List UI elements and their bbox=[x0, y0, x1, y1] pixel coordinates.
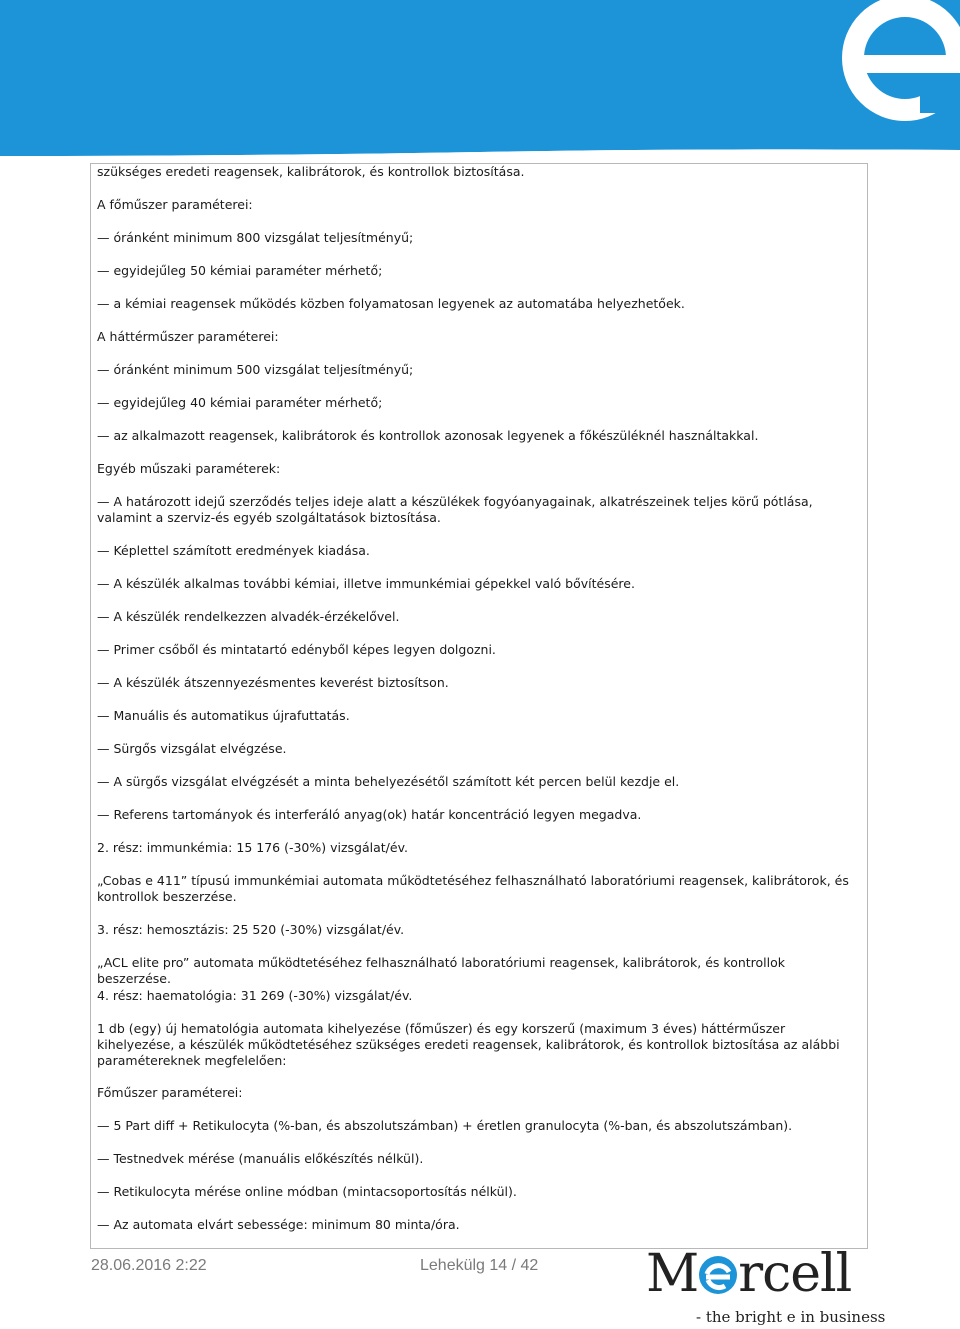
paragraph: A háttérműszer paraméterei: bbox=[97, 329, 279, 344]
paragraph: 4. rész: haematológia: 31 269 (-30%) vizsgálat/év. bbox=[97, 988, 413, 1003]
page-frame-right bbox=[867, 163, 868, 1248]
marcell-logo bbox=[640, 1244, 886, 1329]
footer-page-number: Lehekülg 14 / 42 bbox=[420, 1257, 539, 1274]
bullet-item: — óránként minimum 800 vizsgálat teljesítményű; bbox=[97, 230, 859, 246]
paragraph: A főműszer paraméterei: bbox=[97, 197, 253, 212]
bullet-item: — Sürgős vizsgálat elvégzése. bbox=[97, 741, 859, 757]
bullet-item: — óránként minimum 500 vizsgálat teljesítményű; bbox=[97, 362, 859, 378]
bullet-item: — A készülék átszennyezésmentes keverést biztosítson. bbox=[97, 675, 859, 691]
bullet-item: — A határozott idejű szerződés teljes ideje alatt a készülékek fogyóanyagainak, alkatrészeinek teljes körű pótlása, valamint a szerviz-és egyéb szolgáltatások biztosítása. bbox=[97, 494, 859, 526]
paragraph: 3. rész: hemosztázis: 25 520 (-30%) vizsgálat/év. bbox=[97, 922, 405, 937]
header-banner-graphic bbox=[0, 0, 960, 160]
paragraph: 2. rész: immunkémia: 15 176 (-30%) vizsgálat/év. bbox=[97, 840, 408, 855]
paragraph: Főműszer paraméterei: bbox=[97, 1085, 243, 1100]
bullet-item: — A készülék alkalmas további kémiai, illetve immunkémiai gépekkel való bővítésére. bbox=[97, 576, 859, 592]
bullet-item: — A sürgős vizsgálat elvégzését a minta behelyezésétől számított két percen belül kezdje el. bbox=[97, 774, 859, 790]
logo-prefix: M bbox=[646, 1244, 699, 1304]
bullet-item: — 5 Part diff + Retikulocyta (%-ban, és abszolutszámban) + éretlen granulocyta (%-ban, és abszolutszámban). bbox=[97, 1118, 859, 1134]
footer-date: 28.06.2016 2:22 bbox=[91, 1257, 207, 1274]
bullet-item: — Primer csőből és mintatartó edényből képes legyen dolgozni. bbox=[97, 642, 859, 658]
header-banner bbox=[0, 0, 960, 160]
bullet-item: — a kémiai reagensek működés közben folyamatosan legyenek az automatába helyezhetőek. bbox=[97, 296, 859, 312]
logo-suffix: rcell bbox=[738, 1244, 852, 1304]
bullet-item: — Az automata elvárt sebessége: minimum 80 minta/óra. bbox=[97, 1217, 859, 1233]
logo-wordmark bbox=[646, 1244, 851, 1304]
bullet-item: — Testnedvek mérése (manuális előkészítés nélkül). bbox=[97, 1151, 859, 1167]
bullet-item: — Képlettel számított eredmények kiadása. bbox=[97, 543, 859, 559]
paragraph: szükséges eredeti reagensek, kalibrátorok, és kontrollok biztosítása. bbox=[97, 164, 525, 179]
paragraph: Egyéb műszaki paraméterek: bbox=[97, 461, 281, 476]
paragraph: 1 db (egy) új hematológia automata kihelyezése (főműszer) és egy korszerű (maximum 3 éves) háttérműszer kihelyezése, a készülék működtetéséhez szükséges eredeti reagensek, kalibrátorok, és kontrollok biztosítása az alábbi paramétereknek megfelelően: bbox=[97, 1021, 840, 1068]
paragraph: „ACL elite pro” automata működtetéséhez felhasználható laboratóriumi reagensek, kalibrátorok, és kontrollok beszerzése. bbox=[97, 955, 786, 986]
paragraph: „Cobas e 411” típusú immunkémiai automata működtetéséhez felhasználható laboratóriumi reagensek, kalibrátorok, és kontrollok beszerzése. bbox=[97, 873, 849, 904]
bullet-item: — A készülék rendelkezzen alvadék-érzékelővel. bbox=[97, 609, 859, 625]
bullet-item: — Manuális és automatikus újrafuttatás. bbox=[97, 708, 859, 724]
bullet-item: — Retikulocyta mérése online módban (mintacsoportosítás nélkül). bbox=[97, 1184, 859, 1200]
bullet-item: — az alkalmazott reagensek, kalibrátorok és kontrollok azonosak legyenek a főkészüléknél használtakkal. bbox=[97, 428, 859, 444]
bullet-item: — Referens tartományok és interferáló anyag(ok) határ koncentráció legyen megadva. bbox=[97, 807, 859, 823]
bullet-item: — egyidejűleg 50 kémiai paraméter mérhető; bbox=[97, 263, 859, 279]
bullet-item: — egyidejűleg 40 kémiai paraméter mérhető; bbox=[97, 395, 859, 411]
logo-e-icon bbox=[698, 1248, 738, 1288]
logo-tagline: - the bright e in business bbox=[696, 1308, 886, 1326]
page-frame-left bbox=[90, 163, 91, 1248]
